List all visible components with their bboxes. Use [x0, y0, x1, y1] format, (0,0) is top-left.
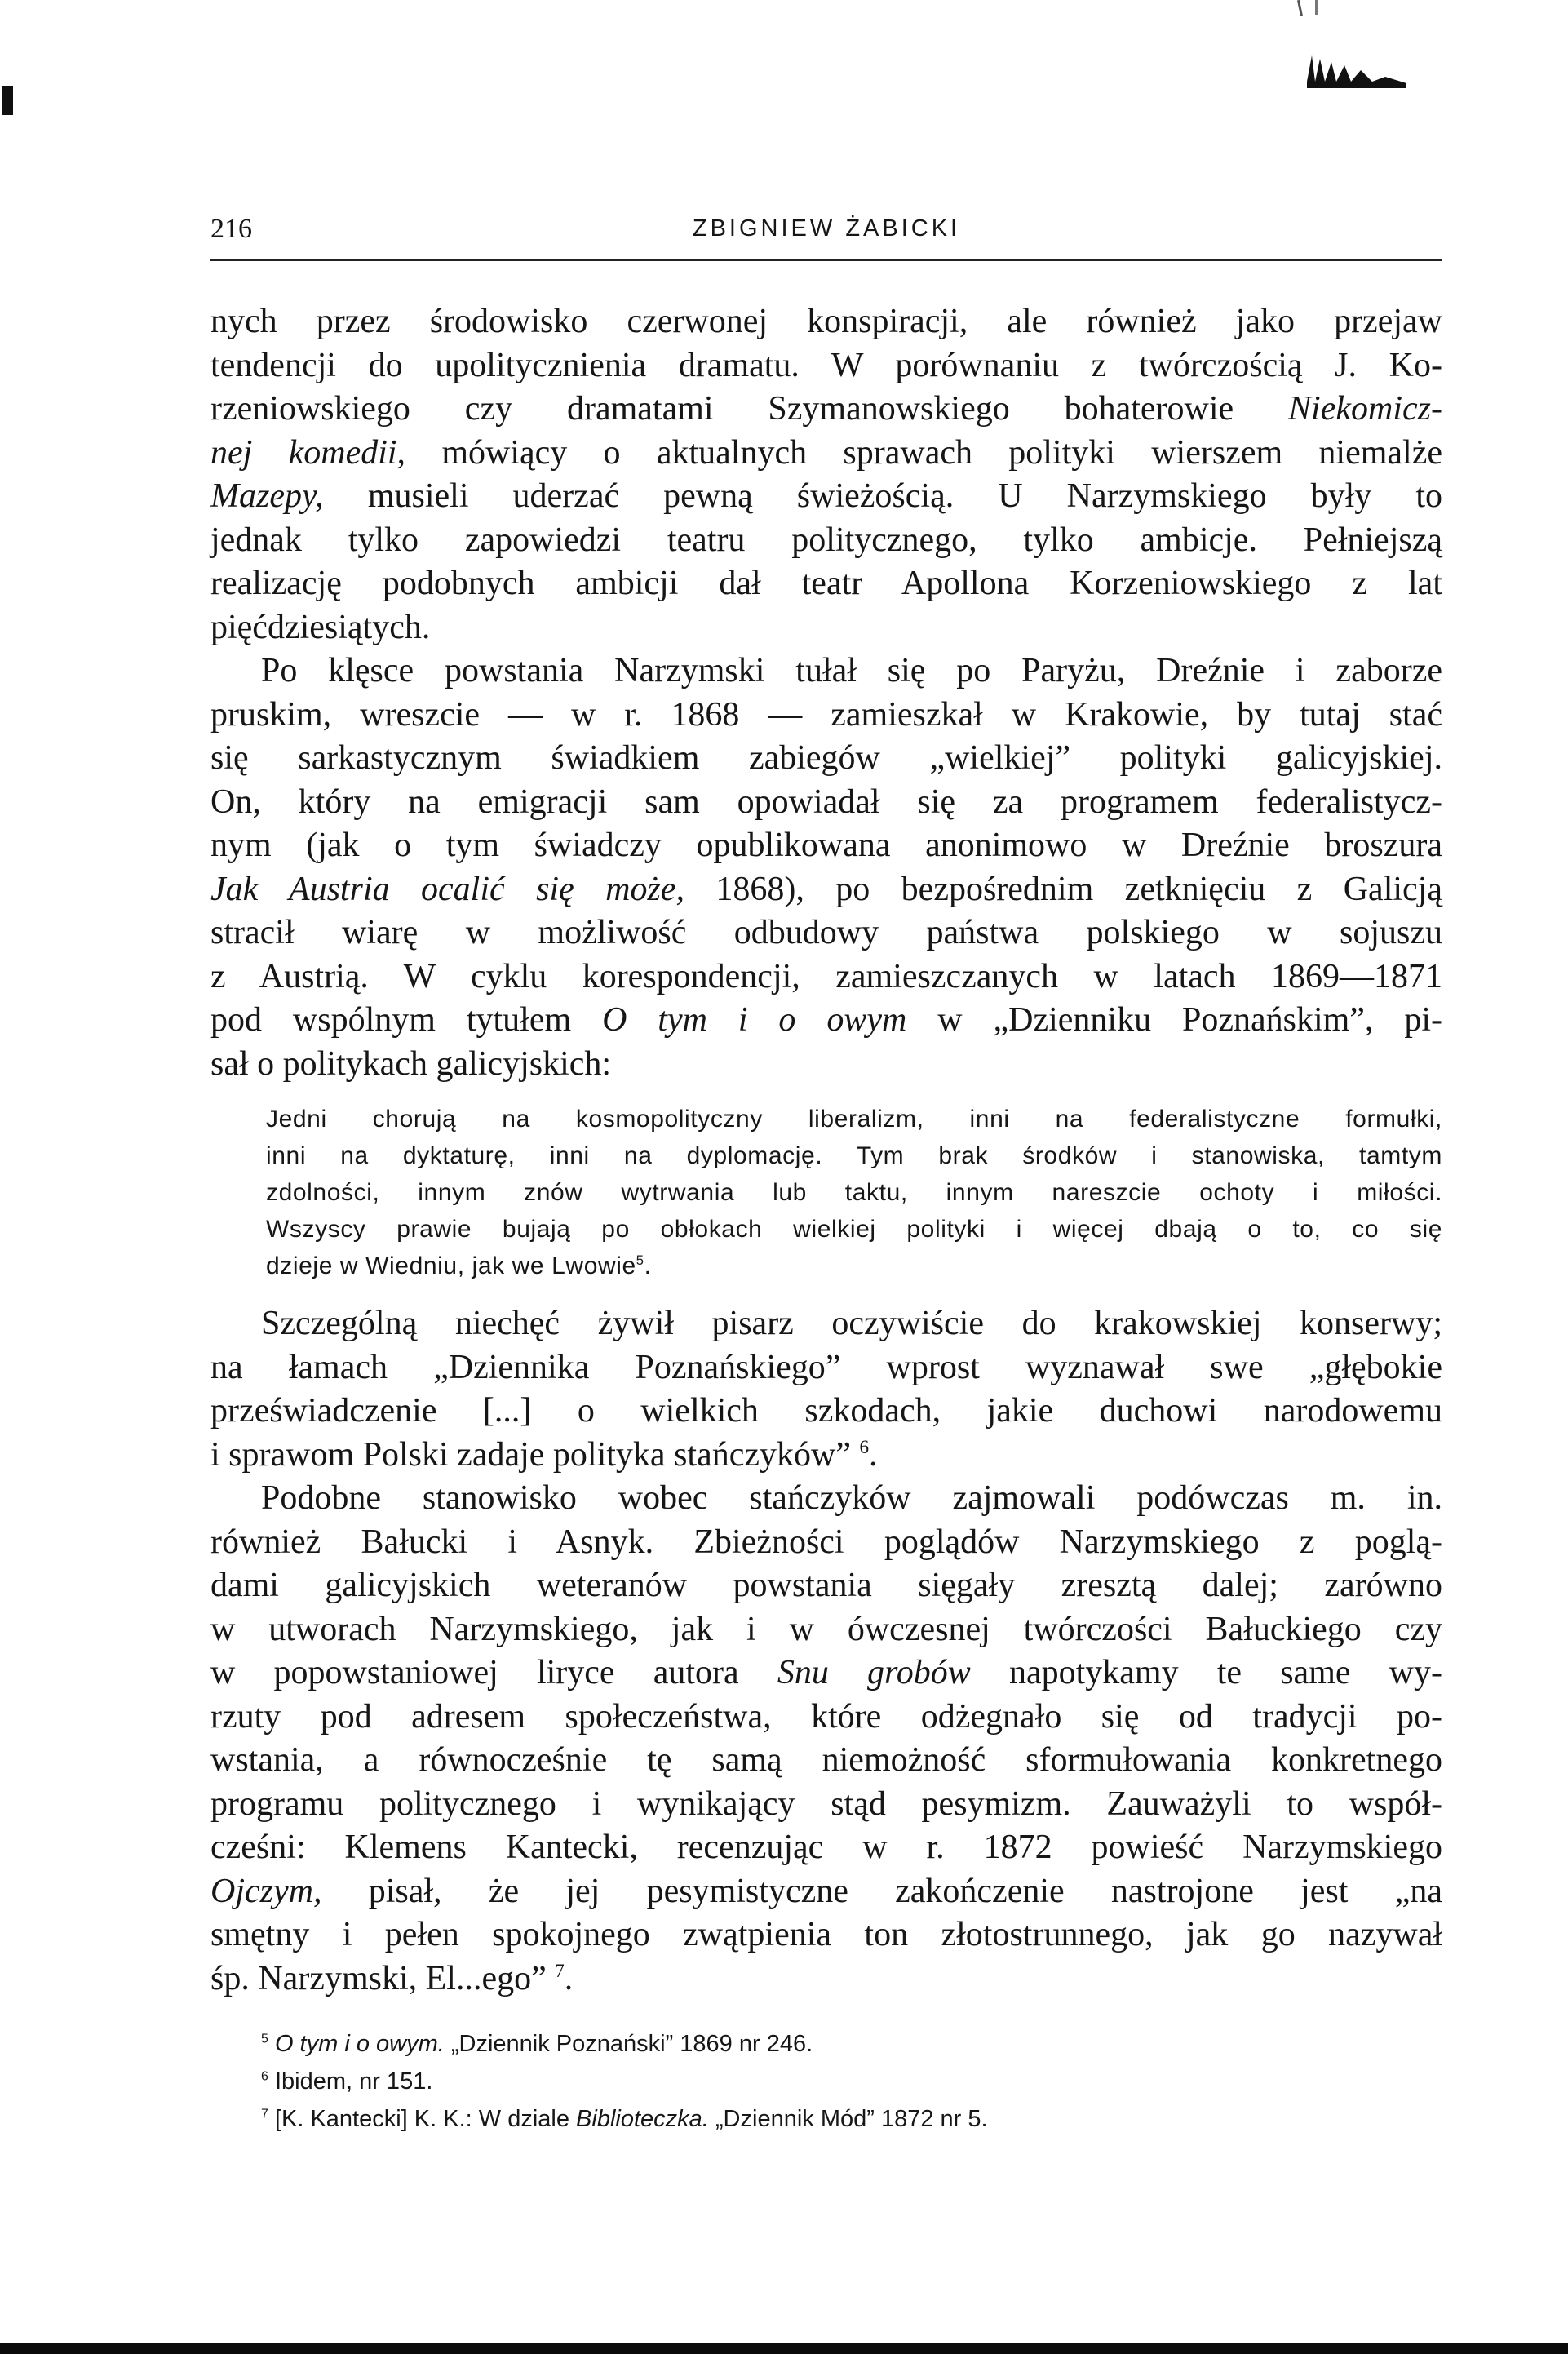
italic-title: Niekomicz-	[1288, 390, 1442, 428]
text-line	[210, 999, 1442, 1043]
header-rule	[210, 259, 1442, 261]
running-head: ZBIGNIEW ŻABICKI	[692, 215, 961, 242]
quote-line: zdolności, innym znów wytrwania lub taktu, innym nareszcie ochoty i miłości.	[266, 1179, 1442, 1206]
paragraph	[210, 300, 1442, 649]
text-run: pisał, że jej pesymistyczne zakończenie nastrojone jest „na	[321, 1872, 1442, 1910]
quote-line: Wszyscy prawie bujają po obłokach wielkiej polityki i więcej dbają o to, co się	[266, 1216, 1442, 1243]
footnote-text: [K. Kantecki] K. K.: W dziale	[274, 2106, 577, 2132]
footnote-ref[interactable]: 5	[636, 1253, 644, 1268]
text-line: Szczególną niechęć żywił pisarz oczywiście do krakowskiej konserwy;	[261, 1305, 1442, 1342]
footnotes	[210, 2025, 1442, 2138]
quote-line: Jedni chorują na kosmopolityczny liberalizm, inni na federalistyczne formułki,	[266, 1106, 1442, 1133]
italic-title: Biblioteczka.	[576, 2106, 709, 2132]
text-line: Po klęsce powstania Narzymski tułał się po Paryżu, Dreźnie i zaborze	[261, 652, 1442, 689]
text-run: w popowstaniowej liryce autora	[210, 1654, 777, 1691]
text-run: i sprawom Polski zadaje polityka stańczyków”	[210, 1435, 860, 1474]
scan-edge-mark	[2, 86, 13, 115]
footnote-ref[interactable]: 7	[555, 1959, 565, 1981]
italic-title: Ojczym,	[210, 1872, 322, 1910]
text-run: rzeniowskiego czy dramatami Szymanowskiego bohaterowie	[210, 390, 1289, 428]
text-line: się sarkastycznym świadkiem zabiegów „wielkiej” polityki galicyjskiej.	[210, 739, 1442, 777]
text-line: na łamach „Dziennika Poznańskiego” wprost wyznawał swe „głębokie	[210, 1348, 1442, 1386]
italic-title: Mazepy,	[210, 477, 324, 515]
quote-line: inni na dyktaturę, inni na dyplomację. Tym brak środków i stanowiska, tamtym	[266, 1142, 1442, 1169]
text-line: wstania, a równocześnie tę samą niemożność sformułowania konkretnego	[210, 1741, 1442, 1779]
text-line: również Bałucki i Asnyk. Zbieżności poglądów Narzymskiego z poglą-	[210, 1523, 1442, 1561]
paragraph	[210, 1477, 1442, 2001]
text-line: z Austrią. W cyklu korespondencji, zamieszczanych w latach 1869—1871	[210, 957, 1442, 995]
text-line: smętny i pełen spokojnego zwątpienia ton złotostrunnego, jak go nazywał	[210, 1916, 1442, 1953]
text-run: mówiący o aktualnych sprawach polityki wierszem niemalże	[405, 433, 1442, 472]
footnote-number: 6	[261, 2069, 268, 2084]
text-line: tendencji do upolitycznienia dramatu. W porównaniu z twórczością J. Ko-	[210, 346, 1442, 384]
italic-title: O tym i o owym.	[274, 2031, 445, 2057]
footnote	[261, 2100, 1442, 2138]
text-run: pod wspólnym tytułem	[210, 1001, 603, 1039]
footnote	[261, 2063, 1442, 2100]
text-line: nych przez środowisko czerwonej konspiracji, ale również jako przejaw	[210, 303, 1442, 340]
text-run: .	[564, 1959, 574, 1997]
text-run: 1868), po bezpośrednim zetknięciu z Galicją	[684, 870, 1442, 908]
text-line	[210, 1870, 1442, 1914]
paragraph	[210, 649, 1442, 1086]
italic-title: Jak Austria ocalić się może,	[210, 870, 684, 908]
footnote-ref[interactable]: 6	[859, 1435, 870, 1457]
main-text	[210, 300, 1442, 2138]
text-line	[210, 432, 1442, 476]
text-line	[210, 868, 1442, 912]
text-line: Podobne stanowisko wobec stańczyków zajmowali podówczas m. in.	[261, 1479, 1442, 1517]
text-line: rzuty pod adresem społeczeństwa, które odżegnało się od tradycji po-	[210, 1697, 1442, 1736]
text-line: przeświadczenie [...] o wielkich szkodach, jakie duchowi narodowemu	[210, 1392, 1442, 1430]
block-quote	[210, 1101, 1442, 1284]
italic-title: O tym i o owym	[602, 1001, 907, 1039]
footnote-text: „Dziennik Mód” 1872 nr 5.	[708, 2106, 988, 2132]
text-line	[210, 1957, 1442, 2002]
text-line: pruskim, wreszcie — w r. 1868 — zamieszkał w Krakowie, by tutaj stać	[210, 695, 1442, 734]
quote-line	[266, 1248, 1442, 1284]
library-stamp-fragment	[1304, 49, 1410, 90]
footnote-text: Ibidem, nr 151.	[274, 2068, 433, 2095]
text-run: dzieje w Wiedniu, jak we Lwowie	[266, 1252, 636, 1279]
text-line: nym (jak o tym świadczy opublikowana anonimowo w Dreźnie broszura	[210, 827, 1442, 864]
text-line	[210, 475, 1442, 519]
scan-artifact	[1297, 0, 1303, 16]
text-line: pięćdziesiątych.	[210, 608, 431, 646]
footnote-number: 7	[261, 2107, 268, 2121]
page-header	[210, 214, 1442, 246]
paragraph	[210, 1302, 1442, 1477]
italic-title: Snu grobów	[777, 1654, 971, 1691]
text-run: śp. Narzymski, El...ego”	[210, 1959, 556, 1997]
footnote-number: 5	[261, 2032, 268, 2046]
footnote	[261, 2025, 1442, 2063]
text-line	[210, 1434, 1442, 1478]
text-line: On, który na emigracji sam opowiadał się za programem federalistycz-	[210, 782, 1442, 821]
footnote-text: „Dziennik Poznański” 1869 nr 246.	[444, 2031, 813, 2057]
page-number: 216	[210, 214, 252, 244]
text-run: w „Dzienniku Poznańskim”, pi-	[906, 1001, 1442, 1039]
text-line: jednak tylko zapowiedzi teatru politycznego, tylko ambicje. Pełniejszą	[210, 521, 1442, 559]
text-line	[210, 1651, 1442, 1696]
text-run: .	[644, 1252, 652, 1279]
scan-bottom-edge	[0, 2343, 1568, 2354]
text-line: w utworach Narzymskiego, jak i w ówczesnej twórczości Bałuckiego czy	[210, 1610, 1442, 1648]
text-run: .	[869, 1435, 878, 1474]
text-line: dami galicyjskich weteranów powstania sięgały zresztą dalej; zarówno	[210, 1567, 1442, 1604]
text-line: sał o politykach galicyjskich:	[210, 1044, 612, 1083]
italic-title: nej komedii,	[210, 433, 406, 472]
text-line: programu politycznego i wynikający stąd pesymizm. Zauważyli to współ-	[210, 1784, 1442, 1823]
text-run: napotykamy te same wy-	[970, 1654, 1442, 1691]
text-line: realizację podobnych ambicji dał teatr Apollona Korzeniowskiego z lat	[210, 565, 1442, 602]
text-line	[210, 388, 1442, 432]
text-run: musieli uderzać pewną świeżością. U Narzymskiego były to	[323, 477, 1442, 515]
text-line: cześni: Klemens Kantecki, recenzując w r. 1872 powieść Narzymskiego	[210, 1829, 1442, 1866]
scan-artifact	[1315, 0, 1318, 15]
text-line: stracił wiarę w możliwość odbudowy państwa polskiego w sojuszu	[210, 914, 1442, 951]
